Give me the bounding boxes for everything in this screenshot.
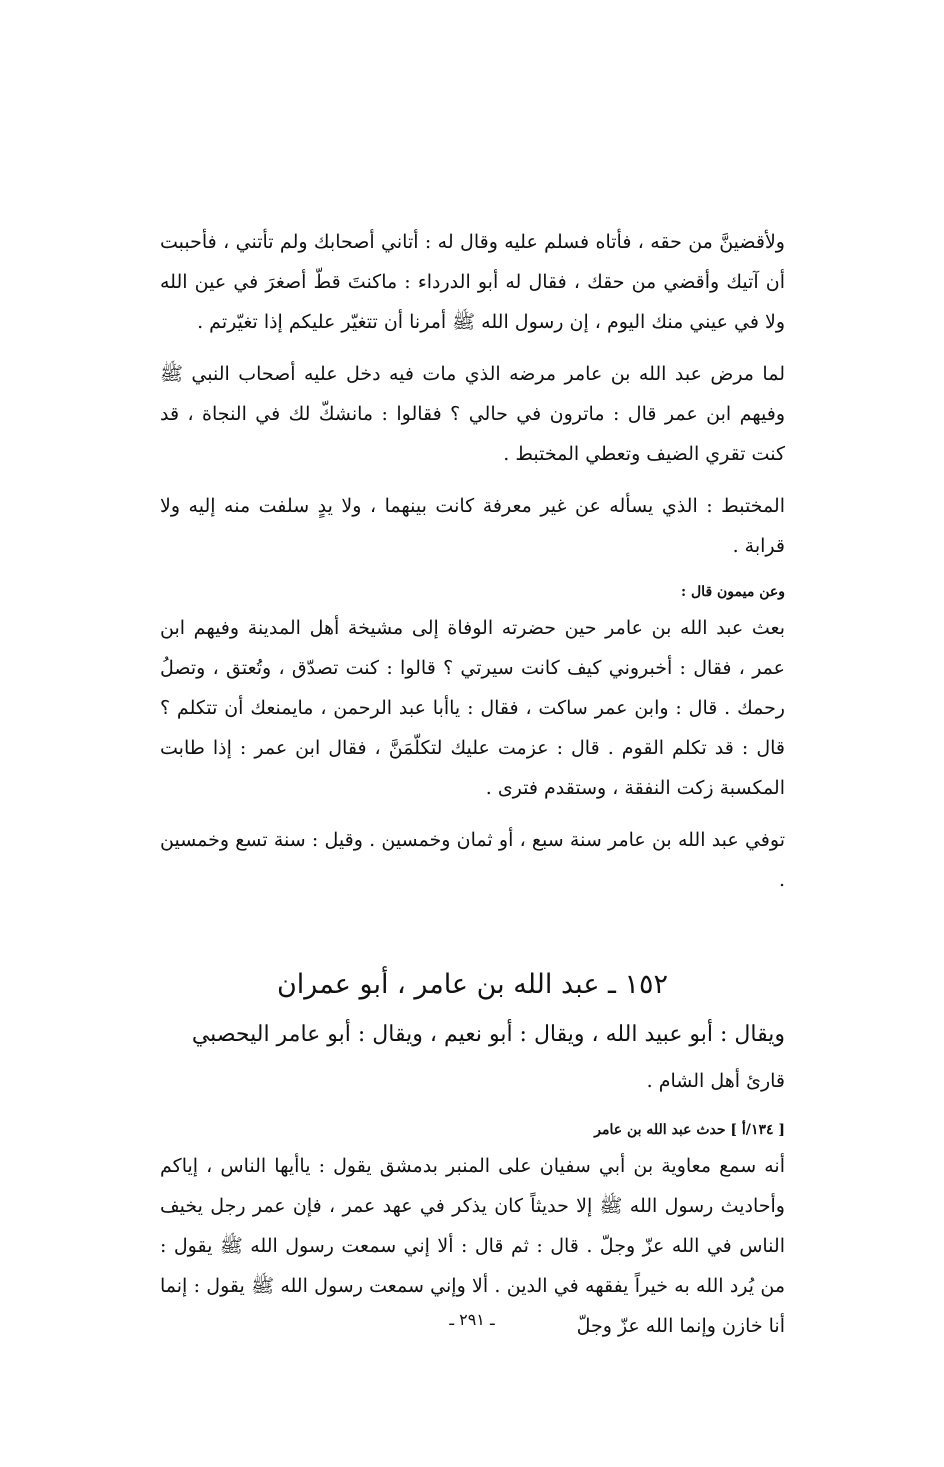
reference-heading: [ ١٣٤/أ ] حدث عبد الله بن عامر (594, 1122, 785, 1138)
narration-heading: وعن ميمون قال : (680, 584, 785, 600)
paragraph-6: أنه سمع معاوية بن أبي سفيان على المنبر بدمشق يقول : ياأيها الناس ، إياكم وأحاديث رسول الله ﷺ إلا حديثاً كان يذكر في عهد عمر ، فإن عمر رجل يخيف الناس في الله عزّ وجلّ . قال : ثم قال : ألا إني سمعت رسول الله ﷺ يقول : من يُرد الله به خيراً يفقهه في الدين . ألا وإني سمعت رسول الله ﷺ يقول : إنما أنا خازن وإنما الله عزّ وجلّ (160, 1155, 785, 1337)
entry-title: ١٥٢ ـ عبد الله بن عامر ، أبو عمران (276, 969, 669, 1000)
paragraph-5: توفي عبد الله بن عامر سنة سبع ، أو ثمان وخمسين . وقيل : سنة تسع وخمسين . (160, 829, 785, 891)
paragraph-1: ولأقضينَّ من حقه ، فأتاه فسلم عليه وقال له : أتاني أصحابك ولم تأتني ، فأحببت أن آتيك وأقضي من حقك ، فقال له أبو الدرداء : ماكنتَ قطّ أصغرَ في عين الله ولا في عيني منك اليوم ، إن رسول الله ﷺ أمرنا أن تتغيّر عليكم إذا تغيّرتم . (160, 231, 785, 333)
paragraph-3: المختبط : الذي يسأله عن غير معرفة كانت بينهما ، ولا يدٍ سلفت منه إليه ولا قرابة . (160, 495, 785, 557)
book-page (160, 222, 785, 1372)
entry-subtitle-2: قارئ أهل الشام . (646, 1070, 785, 1092)
page-number: ـ ٢٩١ ـ (449, 1310, 495, 1329)
entry-subtitle: ويقال : أبو عبيد الله ، ويقال : أبو نعيم ، ويقال : أبو عامر اليحصبي (191, 1022, 785, 1047)
paragraph-2: لما مرض عبد الله بن عامر مرضه الذي مات فيه دخل عليه أصحاب النبي ﷺ وفيهم ابن عمر قال : ماترون في حالي ؟ فقالوا : مانشكّ لك في النجاة ، قد كنت تقري الضيف وتعطي المختبط . (160, 363, 785, 465)
paragraph-4: بعث عبد الله بن عامر حين حضرته الوفاة إلى مشيخة أهل المدينة وفيهم ابن عمر ، فقال : أخبروني كيف كانت سيرتي ؟ قالوا : كنت تصدّق ، وتُعتق ، وتصلُ رحمك . قال : وابن عمر ساكت ، فقال : ياأبا عبد الرحمن ، مايمنعك أن تتكلم ؟ قال : قد تكلم القوم . قال : عزمت عليك لتكلّمَنَّ ، فقال ابن عمر : إذا طابت المكسبة زكت النفقة ، وستقدم فترى . (160, 617, 785, 799)
